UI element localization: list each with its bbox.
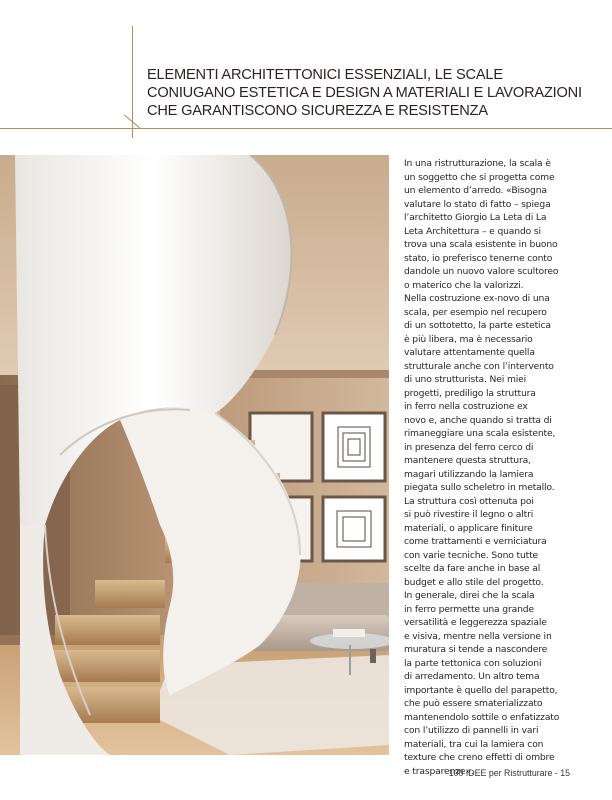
article-body-line: Nella costruzione ex-novo di una xyxy=(404,293,550,304)
article-body-line: in ferro permette una grande xyxy=(404,603,534,615)
article-body-line: magari utilizzando la lamiera xyxy=(404,468,534,480)
article-body-line: materiali, o applicare finiture xyxy=(404,522,533,534)
article-body-line: con varie tecniche. Sono tutte xyxy=(404,549,539,561)
page-footer: 100 IDEE per Ristrutturare - 15 xyxy=(448,768,570,778)
article-body-line: scelte da fare anche in base al xyxy=(404,563,541,574)
spiral-staircase-photo xyxy=(0,155,389,755)
article-body-line: Leta Architettura – e quando si xyxy=(404,225,541,237)
article-body-line: in ferro nella costruzione ex xyxy=(404,401,528,412)
decorative-horizontal-rule xyxy=(0,128,612,129)
article-body-line: con l’utilizzo di pannelli in vari xyxy=(404,725,539,736)
article-body-line: trova una scala esistente in buono xyxy=(404,239,558,250)
article-body-line: mantenendolo sottile o enfatizzato xyxy=(404,711,560,723)
article-body-line: valutare attentamente quella xyxy=(404,347,535,358)
artwork-frame xyxy=(323,413,385,481)
article-body-line: strutturale anche con l’intervento xyxy=(404,360,554,372)
headline-line: CONIUGANO ESTETICA E DESIGN A MATERIALI E LAVORAZIONI xyxy=(147,85,582,101)
article-body-line: è più libera, ma è necessario xyxy=(404,333,533,345)
article-body-line: In una ristrutturazione, la scala è xyxy=(404,158,551,169)
article-body-line: di arredamento. Un altro tema xyxy=(404,671,540,682)
article-headline xyxy=(147,66,587,120)
article-body-line: La struttura così ottenuta poi xyxy=(404,495,534,507)
article-body-line: In generale, direi che la scala xyxy=(404,590,535,601)
article-body-line: importante è quello del parapetto, xyxy=(404,684,558,696)
article-body-line: l’architetto Giorgio La Leta di La xyxy=(404,212,547,223)
article-body-line: o materico che la valorizzi. xyxy=(404,279,524,291)
article-body-line: budget e allo stile del progetto. xyxy=(404,576,544,588)
article-body-line: la parte tettonica con soluzioni xyxy=(404,657,542,669)
headline-line: ELEMENTI ARCHITETTONICI ESSENZIALI, LE SCALE xyxy=(147,67,503,83)
article-body-line: texture che creno effetti di ombre xyxy=(404,752,555,763)
article-body-line: come trattamenti e verniciatura xyxy=(404,536,547,547)
article-body-line: versatilità e leggerezza spaziale xyxy=(404,617,547,628)
article-body-line: valutare lo stato di fatto – spiega xyxy=(404,198,551,210)
article-body-line: progetti, prediligo la struttura xyxy=(404,387,536,399)
article-body-line: di un sottotetto, la parte estetica xyxy=(404,320,551,331)
article-body-line: un soggetto che si progetta come xyxy=(404,171,555,183)
article-body-line: rimaneggiare una scala esistente, xyxy=(404,428,556,439)
article-body-line: novo e, anche quando si tratta di xyxy=(404,414,552,426)
article-body-line: e visiva, mentre nella versione in xyxy=(404,630,552,642)
staircase-illustration xyxy=(0,155,389,755)
article-body-line: e trasparenze». xyxy=(404,765,474,777)
headline-line: CHE GARANTISCONO SICUREZZA E RESISTENZA xyxy=(147,103,488,119)
article-body xyxy=(404,157,604,778)
article-body-line: dandole un nuovo valore scultoreo xyxy=(404,266,559,277)
article-body-line: scala, per esempio nel recupero xyxy=(404,306,547,318)
article-body-line: stato, io preferisco tenerne conto xyxy=(404,252,553,264)
article-body-line: mantenere questa struttura, xyxy=(404,455,531,466)
article-body-line: di uno strutturista. Nei miei xyxy=(404,374,527,385)
article-body-line: un elemento d’arredo. «Bisogna xyxy=(404,185,547,196)
article-body-line: muratura si tende a nascondere xyxy=(404,644,548,655)
article-body-line: piegata sullo scheletro in metallo. xyxy=(404,482,555,493)
article-body-line: che può essere smaterializzato xyxy=(404,698,543,709)
article-body-line: si può rivestire il legno o altri xyxy=(404,509,534,520)
artwork-frame xyxy=(323,497,385,561)
article-body-line: in presenza del ferro cerco di xyxy=(404,441,534,453)
article-body-line: materiali, tra cui la lamiera con xyxy=(404,738,544,750)
